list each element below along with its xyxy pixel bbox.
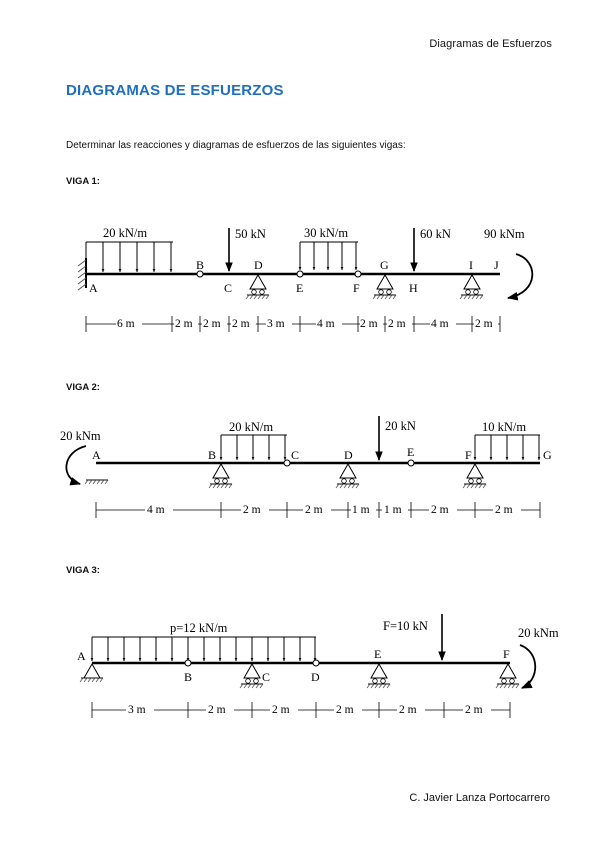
point-label: G [380, 258, 389, 272]
dimension-label: 2 m [243, 504, 261, 516]
dimension-label: 2 m [272, 704, 290, 716]
dimension-line-3 [92, 702, 510, 718]
hinge-b [185, 660, 191, 666]
moment-j-icon [508, 254, 532, 298]
hinge-f [355, 271, 361, 277]
roller-support-i [460, 275, 483, 299]
point-label: E [407, 445, 415, 459]
beam-3-diagram [0, 600, 616, 730]
point-label: E [374, 647, 382, 661]
load-label: F=10 kN [383, 619, 428, 633]
dimension-label: 4 m [147, 504, 165, 516]
fixed-support-a [78, 258, 86, 290]
dimension-label: 2 m [336, 704, 354, 716]
page-title: DIAGRAMAS DE ESFUERZOS [66, 82, 284, 99]
dimension-label: 6 m [117, 318, 135, 330]
point-label: E [296, 281, 304, 295]
roller-support-b [209, 464, 232, 488]
point-label: I [469, 258, 473, 272]
hinge-d [313, 660, 319, 666]
dimension-label: 4 m [317, 318, 335, 330]
distributed-load-2 [300, 242, 358, 270]
dimension-label: 2 m [399, 704, 417, 716]
distributed-load-1 [86, 242, 173, 272]
moment-f-icon [520, 645, 535, 688]
point-label: H [409, 281, 418, 295]
dimension-label: 2 m [465, 704, 483, 716]
point-label: A [92, 448, 101, 462]
load-label: 50 kN [235, 227, 266, 241]
dimension-label: 2 m [475, 318, 493, 330]
point-label: B [184, 670, 193, 684]
problem-statement: Determinar las reacciones y diagramas de esfuerzos de las siguientes vigas: [66, 140, 406, 151]
point-label: B [196, 258, 205, 272]
roller-support-f [463, 464, 486, 488]
pin-support-a [80, 664, 103, 682]
point-label: B [208, 448, 217, 462]
load-label: 90 kNm [484, 227, 525, 241]
load-label: 20 kNm [60, 429, 101, 443]
point-label: A [77, 649, 86, 663]
distributed-load-1 [221, 435, 287, 460]
beam-1-diagram [0, 200, 616, 350]
hinge-e [297, 271, 303, 277]
dimension-label: 2 m [208, 704, 226, 716]
roller-support-e [367, 664, 390, 688]
beam-2-diagram [0, 400, 616, 530]
point-label: C [262, 670, 271, 684]
dimension-label: 3 m [128, 704, 146, 716]
distributed-load [92, 637, 316, 661]
beam-2-label: VIGA 2: [66, 382, 100, 393]
beam-3-label: VIGA 3: [66, 565, 100, 576]
dimension-label: 2 m [431, 504, 449, 516]
pin-support-a [85, 480, 108, 484]
load-label: 20 kN [385, 419, 416, 433]
point-label: J [494, 258, 499, 272]
load-label: 20 kN/m [103, 226, 148, 240]
dimension-label: 2 m [232, 318, 250, 330]
load-label: 30 kN/m [304, 226, 349, 240]
point-label: F [353, 281, 360, 295]
dimension-label: 3 m [267, 318, 285, 330]
dimension-label: 2 m [203, 318, 221, 330]
point-label: D [311, 670, 320, 684]
dimension-label: 2 m [495, 504, 513, 516]
roller-support-c [240, 664, 263, 688]
roller-support-d [336, 464, 359, 488]
beam-1-label: VIGA 1: [66, 176, 100, 187]
point-label: F [503, 647, 510, 661]
dimension-label: 2 m [388, 318, 406, 330]
roller-support-d [246, 275, 269, 299]
point-label: D [344, 448, 353, 462]
load-label: 10 kN/m [482, 420, 527, 434]
roller-support-f [496, 664, 519, 688]
load-label: 20 kN/m [229, 420, 274, 434]
dimension-label: 2 m [305, 504, 323, 516]
point-label: A [89, 281, 98, 295]
distributed-load-2 [475, 435, 540, 460]
load-label: 20 kNm [518, 626, 559, 640]
running-header: Diagramas de Esfuerzos [429, 38, 552, 50]
moment-a-icon [66, 446, 86, 484]
point-label: G [543, 448, 552, 462]
dimension-label: 1 m [352, 504, 370, 516]
author-footer: C. Javier Lanza Portocarrero [409, 792, 550, 804]
dimension-label: 2 m [360, 318, 378, 330]
dimension-label: 4 m [431, 318, 449, 330]
dimension-label: 1 m [384, 504, 402, 516]
load-label: 60 kN [420, 227, 451, 241]
point-label: F [465, 448, 472, 462]
load-label: p=12 kN/m [170, 621, 228, 635]
point-label: C [224, 281, 233, 295]
point-label: D [254, 258, 263, 272]
point-label: C [291, 448, 300, 462]
hinge-e [408, 460, 414, 466]
roller-support-g [373, 275, 396, 299]
dimension-label: 2 m [175, 318, 193, 330]
hinge-c [284, 460, 290, 466]
